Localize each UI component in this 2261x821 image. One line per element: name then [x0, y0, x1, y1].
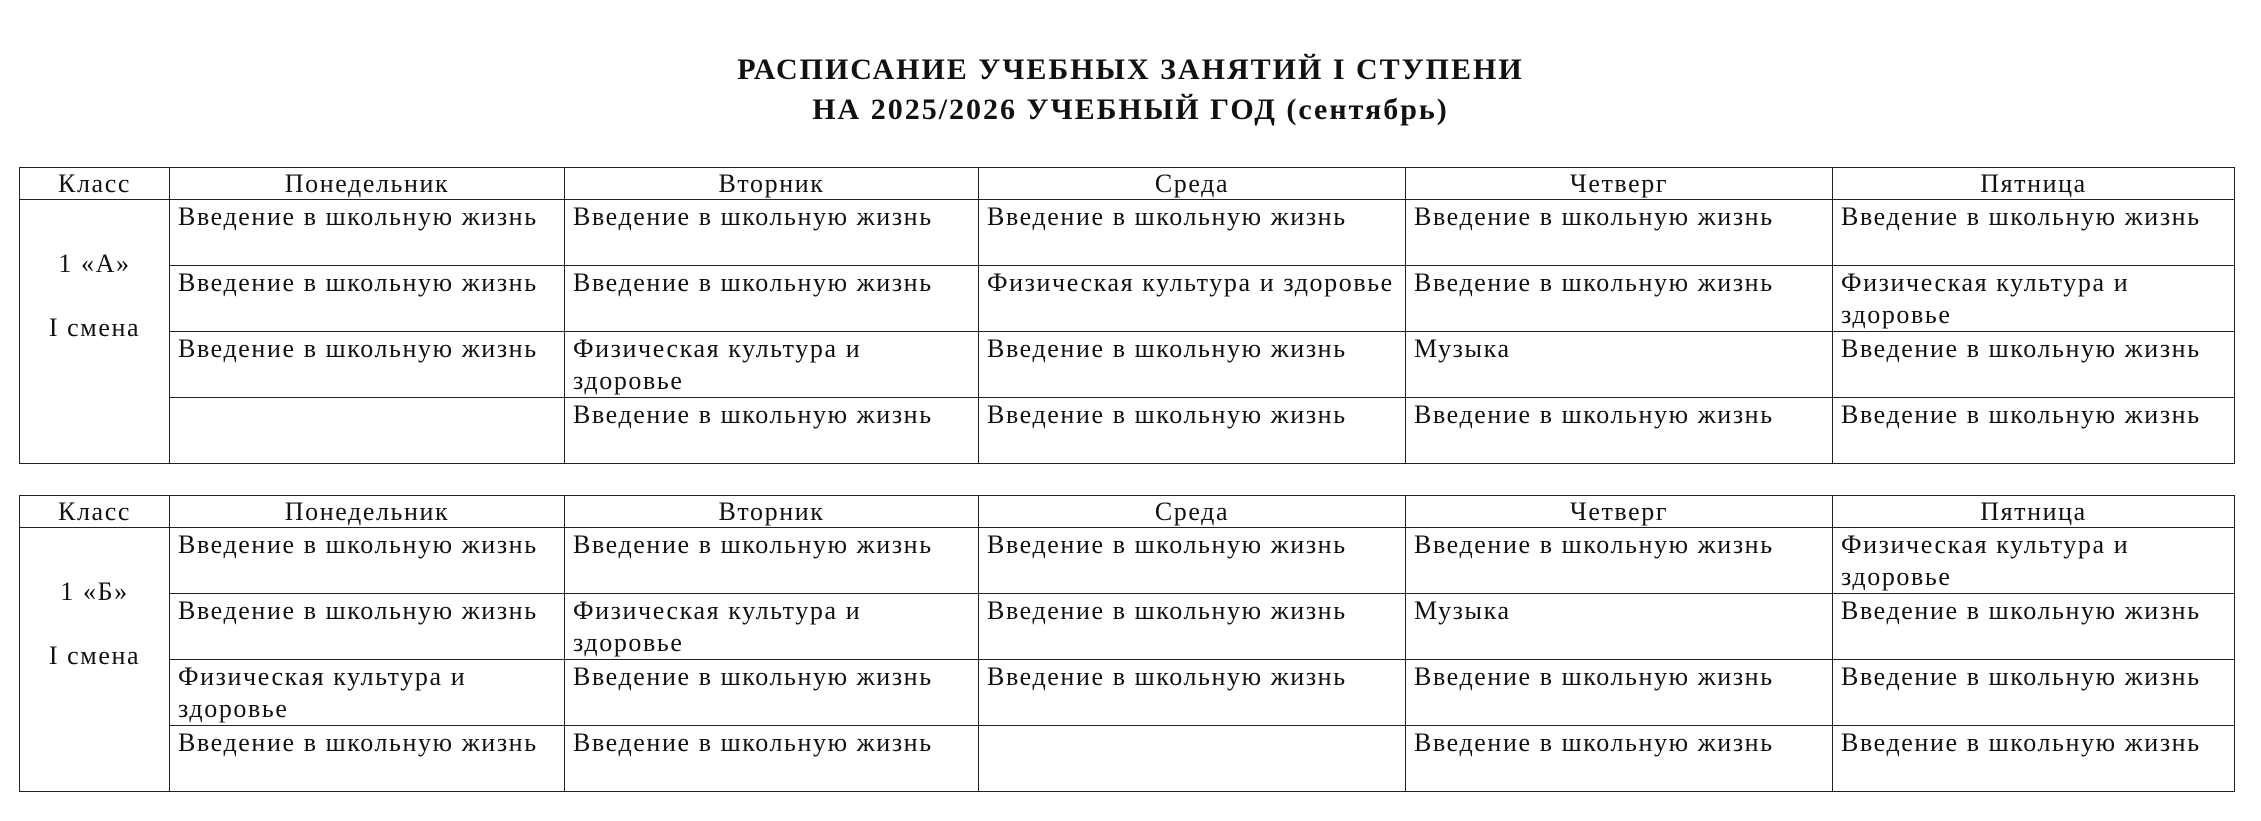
lesson-cell: Введение в школьную жизнь — [170, 266, 565, 332]
title-line-2: НА 2025/2026 УЧЕБНЫЙ ГОД (сентябрь) — [812, 93, 1449, 126]
lesson-cell: Введение в школьную жизнь — [1833, 660, 2235, 726]
lesson-cell: Введение в школьную жизнь — [170, 594, 565, 660]
lesson-row — [20, 660, 2235, 726]
lesson-cell: Физическая культура и здоровье — [1833, 528, 2235, 594]
lesson-cell: Введение в школьную жизнь — [979, 200, 1406, 266]
lesson-cell — [170, 398, 565, 464]
lesson-cell: Введение в школьную жизнь — [565, 398, 979, 464]
lesson-row — [20, 726, 2235, 792]
document-title — [0, 50, 2261, 130]
lesson-cell: Введение в школьную жизнь — [565, 660, 979, 726]
lesson-cell: Введение в школьную жизнь — [565, 200, 979, 266]
lesson-cell: Введение в школьную жизнь — [979, 528, 1406, 594]
lesson-cell: Введение в школьную жизнь — [170, 528, 565, 594]
lesson-cell: Введение в школьную жизнь — [170, 726, 565, 792]
header-row — [20, 168, 2235, 200]
class-shift: I смена — [48, 641, 141, 670]
lesson-cell: Введение в школьную жизнь — [565, 726, 979, 792]
header-wednesday: Среда — [979, 168, 1406, 200]
lesson-cell: Введение в школьную жизнь — [1406, 528, 1833, 594]
lesson-row — [20, 528, 2235, 594]
lesson-cell: Введение в школьную жизнь — [979, 594, 1406, 660]
header-friday: Пятница — [1833, 496, 2235, 528]
lesson-cell: Музыка — [1406, 332, 1833, 398]
lesson-row — [20, 266, 2235, 332]
header-monday: Понедельник — [170, 168, 565, 200]
lesson-cell: Введение в школьную жизнь — [170, 332, 565, 398]
lesson-cell: Музыка — [1406, 594, 1833, 660]
lesson-row — [20, 332, 2235, 398]
class-cell — [20, 528, 170, 792]
lesson-cell: Введение в школьную жизнь — [1406, 398, 1833, 464]
lesson-cell: Введение в школьную жизнь — [1833, 332, 2235, 398]
lesson-row — [20, 594, 2235, 660]
header-class: Класс — [20, 168, 170, 200]
lesson-cell: Введение в школьную жизнь — [1406, 200, 1833, 266]
lesson-cell: Физическая культура и здоровье — [979, 266, 1406, 332]
lesson-cell — [979, 726, 1406, 792]
header-tuesday: Вторник — [565, 168, 979, 200]
lesson-cell: Физическая культура и здоровье — [565, 594, 979, 660]
lesson-cell: Физическая культура и здоровье — [1833, 266, 2235, 332]
lesson-row — [20, 200, 2235, 266]
lesson-cell: Введение в школьную жизнь — [1406, 726, 1833, 792]
class-name: 1 «Б» — [60, 577, 129, 606]
lesson-cell: Введение в школьную жизнь — [979, 332, 1406, 398]
class-cell — [20, 200, 170, 464]
header-class: Класс — [20, 496, 170, 528]
header-monday: Понедельник — [170, 496, 565, 528]
title-line-1: РАСПИСАНИЕ УЧЕБНЫХ ЗАНЯТИЙ I СТУПЕНИ — [737, 53, 1524, 86]
lesson-cell: Введение в школьную жизнь — [565, 528, 979, 594]
lesson-cell: Введение в школьную жизнь — [170, 200, 565, 266]
header-row — [20, 496, 2235, 528]
class-name: 1 «А» — [58, 249, 131, 278]
schedule-table-1a — [19, 167, 2235, 464]
lesson-cell: Введение в школьную жизнь — [979, 398, 1406, 464]
lesson-cell: Физическая культура и здоровье — [565, 332, 979, 398]
header-tuesday: Вторник — [565, 496, 979, 528]
header-thursday: Четверг — [1406, 168, 1833, 200]
lesson-cell: Введение в школьную жизнь — [1406, 660, 1833, 726]
lesson-row — [20, 398, 2235, 464]
header-thursday: Четверг — [1406, 496, 1833, 528]
lesson-cell: Введение в школьную жизнь — [1833, 594, 2235, 660]
lesson-cell: Физическая культура и здоровье — [170, 660, 565, 726]
class-shift: I смена — [48, 313, 141, 342]
lesson-cell: Введение в школьную жизнь — [565, 266, 979, 332]
lesson-cell: Введение в школьную жизнь — [979, 660, 1406, 726]
lesson-cell: Введение в школьную жизнь — [1406, 266, 1833, 332]
lesson-cell: Введение в школьную жизнь — [1833, 726, 2235, 792]
header-friday: Пятница — [1833, 168, 2235, 200]
lesson-cell: Введение в школьную жизнь — [1833, 398, 2235, 464]
lesson-cell: Введение в школьную жизнь — [1833, 200, 2235, 266]
schedule-table-1b — [19, 495, 2235, 792]
header-wednesday: Среда — [979, 496, 1406, 528]
